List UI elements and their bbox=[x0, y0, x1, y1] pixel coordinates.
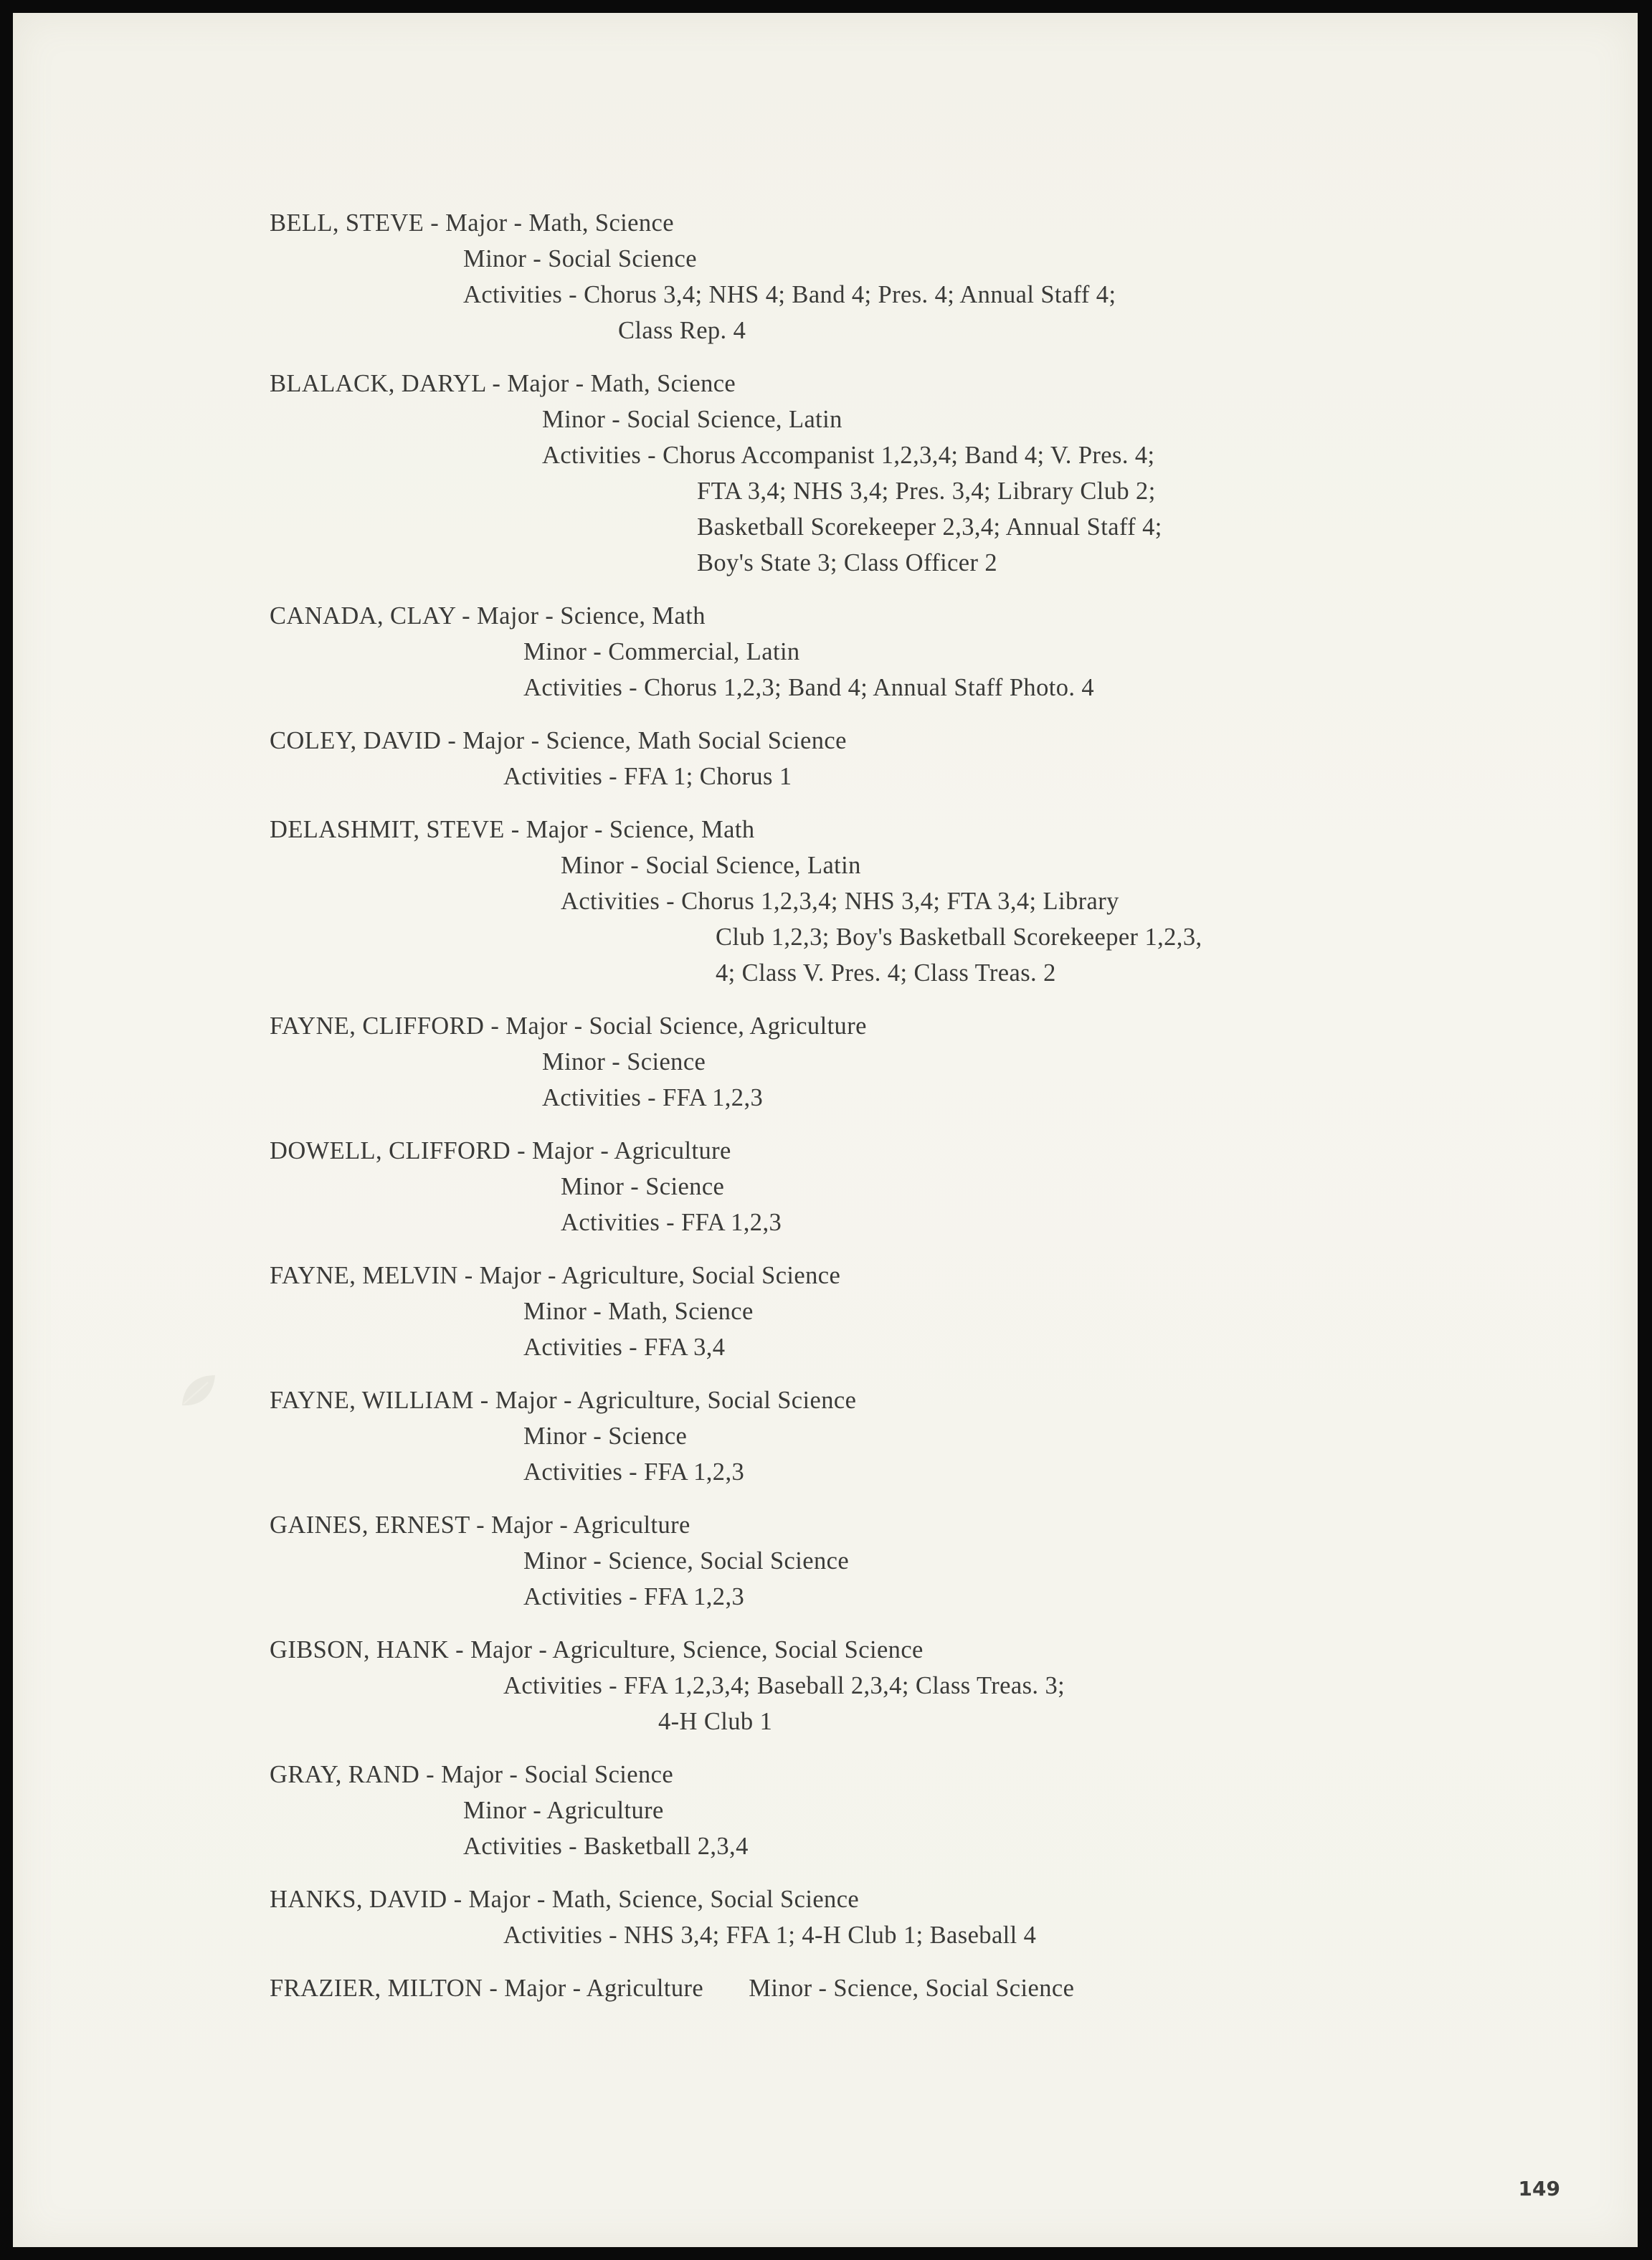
entry-line: Activities - FFA 1,2,3,4; Baseball 2,3,4; Class Treas. 3; bbox=[503, 1672, 1065, 1699]
student-entry-fayne-clifford bbox=[270, 1008, 1489, 1116]
student-entry-coley-david bbox=[270, 723, 1489, 794]
entry-line: Basketball Scorekeeper 2,3,4; Annual Staff 4; bbox=[697, 513, 1162, 541]
entry-line: FAYNE, MELVIN - Major - Agriculture, Social Science bbox=[270, 1262, 841, 1289]
entry-line: Activities - FFA 1,2,3 bbox=[523, 1458, 745, 1486]
student-entry-blalack-daryl bbox=[270, 366, 1489, 581]
entry-line: Minor - Agriculture bbox=[463, 1797, 664, 1824]
entry-line: FAYNE, WILLIAM - Major - Agriculture, Social Science bbox=[270, 1387, 857, 1414]
entry-line: Activities - Chorus Accompanist 1,2,3,4; Band 4; V. Pres. 4; bbox=[542, 442, 1155, 469]
student-entry-gaines-ernest bbox=[270, 1507, 1489, 1615]
entry-line: Boy's State 3; Class Officer 2 bbox=[697, 549, 998, 576]
entry-line: Minor - Science bbox=[542, 1048, 706, 1076]
entry-line: Minor - Science bbox=[523, 1423, 688, 1450]
entry-line: Minor - Social Science, Latin bbox=[561, 852, 861, 879]
entry-line: COLEY, DAVID - Major - Science, Math Social Science bbox=[270, 727, 847, 754]
entry-line: Minor - Social Science, Latin bbox=[542, 406, 842, 433]
student-entry-hanks-david bbox=[270, 1881, 1489, 1953]
entry-line: Club 1,2,3; Boy's Basketball Scorekeeper 1,2,3, bbox=[716, 924, 1202, 951]
student-entry-delashmit-steve bbox=[270, 812, 1489, 991]
entry-line: CANADA, CLAY - Major - Science, Math bbox=[270, 602, 706, 630]
entry-line: 4-H Club 1 bbox=[658, 1708, 773, 1735]
entry-line: Activities - FFA 1,2,3 bbox=[561, 1209, 782, 1236]
student-entry-gray-rand bbox=[270, 1757, 1489, 1864]
entry-line: Activities - Chorus 1,2,3; Band 4; Annual Staff Photo. 4 bbox=[523, 674, 1095, 701]
student-entry-dowell-clifford bbox=[270, 1133, 1489, 1240]
yearbook-page bbox=[13, 13, 1638, 2247]
entry-line: FRAZIER, MILTON - Major - Agriculture Minor - Science, Social Science bbox=[270, 1975, 1075, 2002]
student-entry-frazier-milton bbox=[270, 1970, 1489, 2006]
student-listing bbox=[270, 205, 1489, 2023]
entry-line: Minor - Math, Science bbox=[523, 1298, 754, 1325]
entry-line: BLALACK, DARYL - Major - Math, Science bbox=[270, 370, 736, 397]
entry-line: HANKS, DAVID - Major - Math, Science, Social Science bbox=[270, 1886, 860, 1913]
entry-line: Activities - NHS 3,4; FFA 1; 4-H Club 1; Baseball 4 bbox=[503, 1922, 1037, 1949]
entry-line: Activities - FFA 1; Chorus 1 bbox=[503, 763, 792, 790]
entry-line: BELL, STEVE - Major - Math, Science bbox=[270, 209, 674, 237]
entry-line: Activities - FFA 1,2,3 bbox=[523, 1583, 745, 1610]
student-entry-fayne-melvin bbox=[270, 1258, 1489, 1365]
entry-line: FTA 3,4; NHS 3,4; Pres. 3,4; Library Club 2; bbox=[697, 478, 1156, 505]
entry-line: Minor - Social Science bbox=[463, 245, 697, 272]
entry-line: DOWELL, CLIFFORD - Major - Agriculture bbox=[270, 1137, 731, 1164]
entry-line: Minor - Commercial, Latin bbox=[523, 638, 800, 665]
entry-line: 4; Class V. Pres. 4; Class Treas. 2 bbox=[716, 959, 1056, 987]
entry-line: Activities - FFA 3,4 bbox=[523, 1334, 726, 1361]
student-entry-bell-steve bbox=[270, 205, 1489, 348]
entry-line: Activities - Chorus 1,2,3,4; NHS 3,4; FTA 3,4; Library bbox=[561, 888, 1119, 915]
entry-line: Activities - Chorus 3,4; NHS 4; Band 4; Pres. 4; Annual Staff 4; bbox=[463, 281, 1116, 308]
entry-line: Minor - Science bbox=[561, 1173, 725, 1200]
student-entry-fayne-william bbox=[270, 1382, 1489, 1490]
entry-line: Class Rep. 4 bbox=[618, 317, 746, 344]
student-entry-canada-clay bbox=[270, 598, 1489, 706]
entry-line: GIBSON, HANK - Major - Agriculture, Science, Social Science bbox=[270, 1636, 924, 1663]
entry-line: Activities - Basketball 2,3,4 bbox=[463, 1833, 749, 1860]
entry-line: FAYNE, CLIFFORD - Major - Social Science, Agriculture bbox=[270, 1012, 867, 1040]
entry-line: DELASHMIT, STEVE - Major - Science, Math bbox=[270, 816, 755, 843]
entry-line: GAINES, ERNEST - Major - Agriculture bbox=[270, 1511, 690, 1539]
entry-line: GRAY, RAND - Major - Social Science bbox=[270, 1761, 674, 1788]
entry-line: Activities - FFA 1,2,3 bbox=[542, 1084, 764, 1111]
student-entry-gibson-hank bbox=[270, 1632, 1489, 1739]
entry-line: Minor - Science, Social Science bbox=[523, 1547, 850, 1575]
page-number: 149 bbox=[1518, 2177, 1560, 2200]
leaf-watermark-icon bbox=[176, 1369, 219, 1412]
